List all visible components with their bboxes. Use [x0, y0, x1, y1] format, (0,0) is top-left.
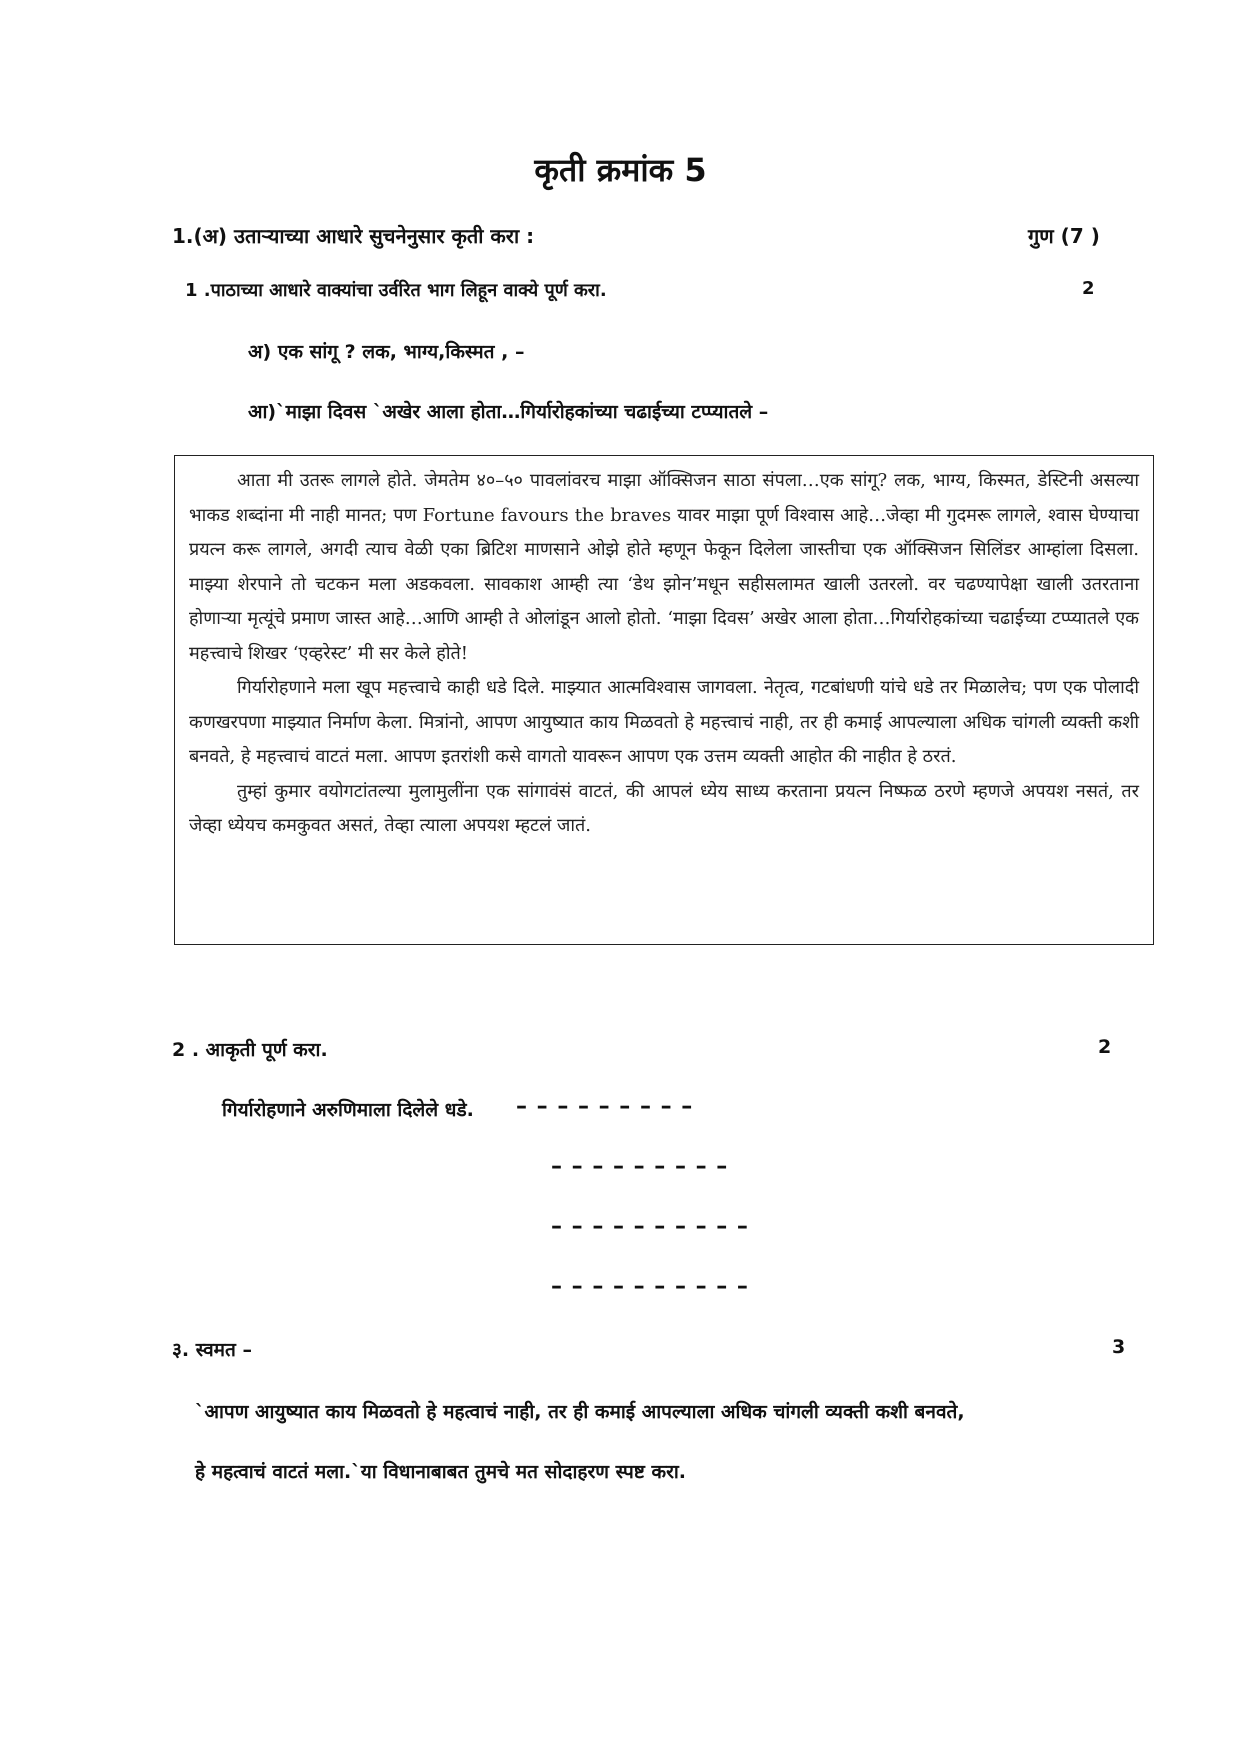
- answer-blank: – – – – – – – – – –: [551, 1274, 749, 1299]
- passage-paragraph: तुम्हां कुमार वयोगटांतल्या मुलामुलींना एक सांगावंसं वाटतं, की आपलं ध्येय साध्य करताना प्रयत्न निष्फळ ठरणे म्हणजे अपयश नसतं, तर जेव्हा ध्येयच कमकुवत असतं, तेव्हा त्याला अपयश म्हटलं जातं.: [189, 780, 1139, 836]
- q1-sub1-instruction: 1 .पाठाच्या आधारे वाक्यांचा उर्वरित भाग लिहून वाक्ये पूर्ण करा.: [185, 280, 607, 301]
- passage-paragraph: गिर्यारोहणाने मला खूप महत्त्वाचे काही धडे दिले. माझ्यात आत्मविश्वास जागवला. नेतृत्व, गटबांधणी यांचे धडे तर मिळालेच; पण एक पोलादी कणखरपणा माझ्यात निर्माण केला. मित्रांनो, आपण आयुष्यात काय मिळवतो हे महत्त्वाचं नाही, तर ही कमाई आपल्याला अधिक चांगली व्यक्ती कशी बनवते, हे महत्त्वाचं वाटतं मला. आपण इतरांशी कसे वागतो यावरून आपण एक उत्तम व्यक्ती आहोत की नाहीत हे ठरतं.: [189, 677, 1139, 767]
- q3-marks: 3: [1112, 1336, 1126, 1358]
- passage-paragraph: आता मी उतरू लागले होते. जेमतेम ४०–५० पावलांवरच माझा ऑक्सिजन साठा संपला…एक सांगू? लक, भाग्य, किस्मत, डेस्टिनी असल्या भाकड शब्दांना मी नाही मानत; पण Fortune favours the braves यावर माझा पूर्ण विश्वास आहे…जेव्हा मी गुदमरू लागले, श्वास घेण्याचा प्रयत्न करू लागले, अगदी त्याच वेळी एका ब्रिटिश माणसाने ओझे होते म्हणून फेकून दिलेला जास्तीचा एक ऑक्सिजन सिलिंडर आम्हांला दिसला. माझ्या शेरपाने तो चटकन मला अडकवला. सावकाश आम्ही त्या ‘डेथ झोन’मधून सहीसलामत खाली उतरलो. वर चढण्यापेक्षा खाली उतरताना होणाऱ्या मृत्यूंचे प्रमाण जास्त आहे…आणि आम्ही ते ओलांडून आलो होतो. ‘माझा दिवस’ अखेर आला होता…गिर्यारोहकांच्या चढाईच्या टप्प्यातले एक महत्त्वाचे शिखर ‘एव्हरेस्ट’ मी सर केले होते!: [189, 470, 1139, 664]
- answer-blank: – – – – – – – – – –: [551, 1214, 749, 1239]
- passage-box: [174, 455, 1154, 945]
- q3-statement-line1: `आपण आयुष्यात काय मिळवतो हे महत्वाचं नाही, तर ही कमाई आपल्याला अधिक चांगली व्यक्ती कशी बनवते,: [195, 1401, 965, 1423]
- answer-blank: – – – – – – – – –: [516, 1094, 694, 1119]
- q1-item-aa: आ)`माझा दिवस `अखेर आला होता…गिर्यारोहकांच्या चढाईच्या टप्प्यातले –: [248, 401, 769, 423]
- q1-sub1-marks: 2: [1082, 278, 1095, 299]
- q3-statement-line2: हे महत्वाचं वाटतं मला.`या विधानाबाबत तुमचे मत सोदाहरण स्पष्ट करा.: [195, 1461, 686, 1483]
- q1-item-a: अ) एक सांगू ? लक, भाग्य,किस्मत , –: [248, 341, 525, 363]
- q1-heading: 1.(अ) उताऱ्याच्या आधारे सुचनेनुसार कृती करा :: [172, 224, 535, 248]
- q2-prompt: गिर्यारोहणाने अरुणिमाला दिलेले धडे.: [222, 1099, 474, 1121]
- q1-marks: गुण (7 ): [1028, 224, 1100, 248]
- q3-heading: ३. स्वमत –: [172, 1339, 252, 1361]
- q2-heading: 2 . आकृती पूर्ण करा.: [172, 1039, 328, 1061]
- answer-blank: – – – – – – – – –: [551, 1154, 729, 1179]
- q2-marks: 2: [1098, 1036, 1112, 1058]
- page-title: कृती क्रमांक 5: [534, 151, 707, 189]
